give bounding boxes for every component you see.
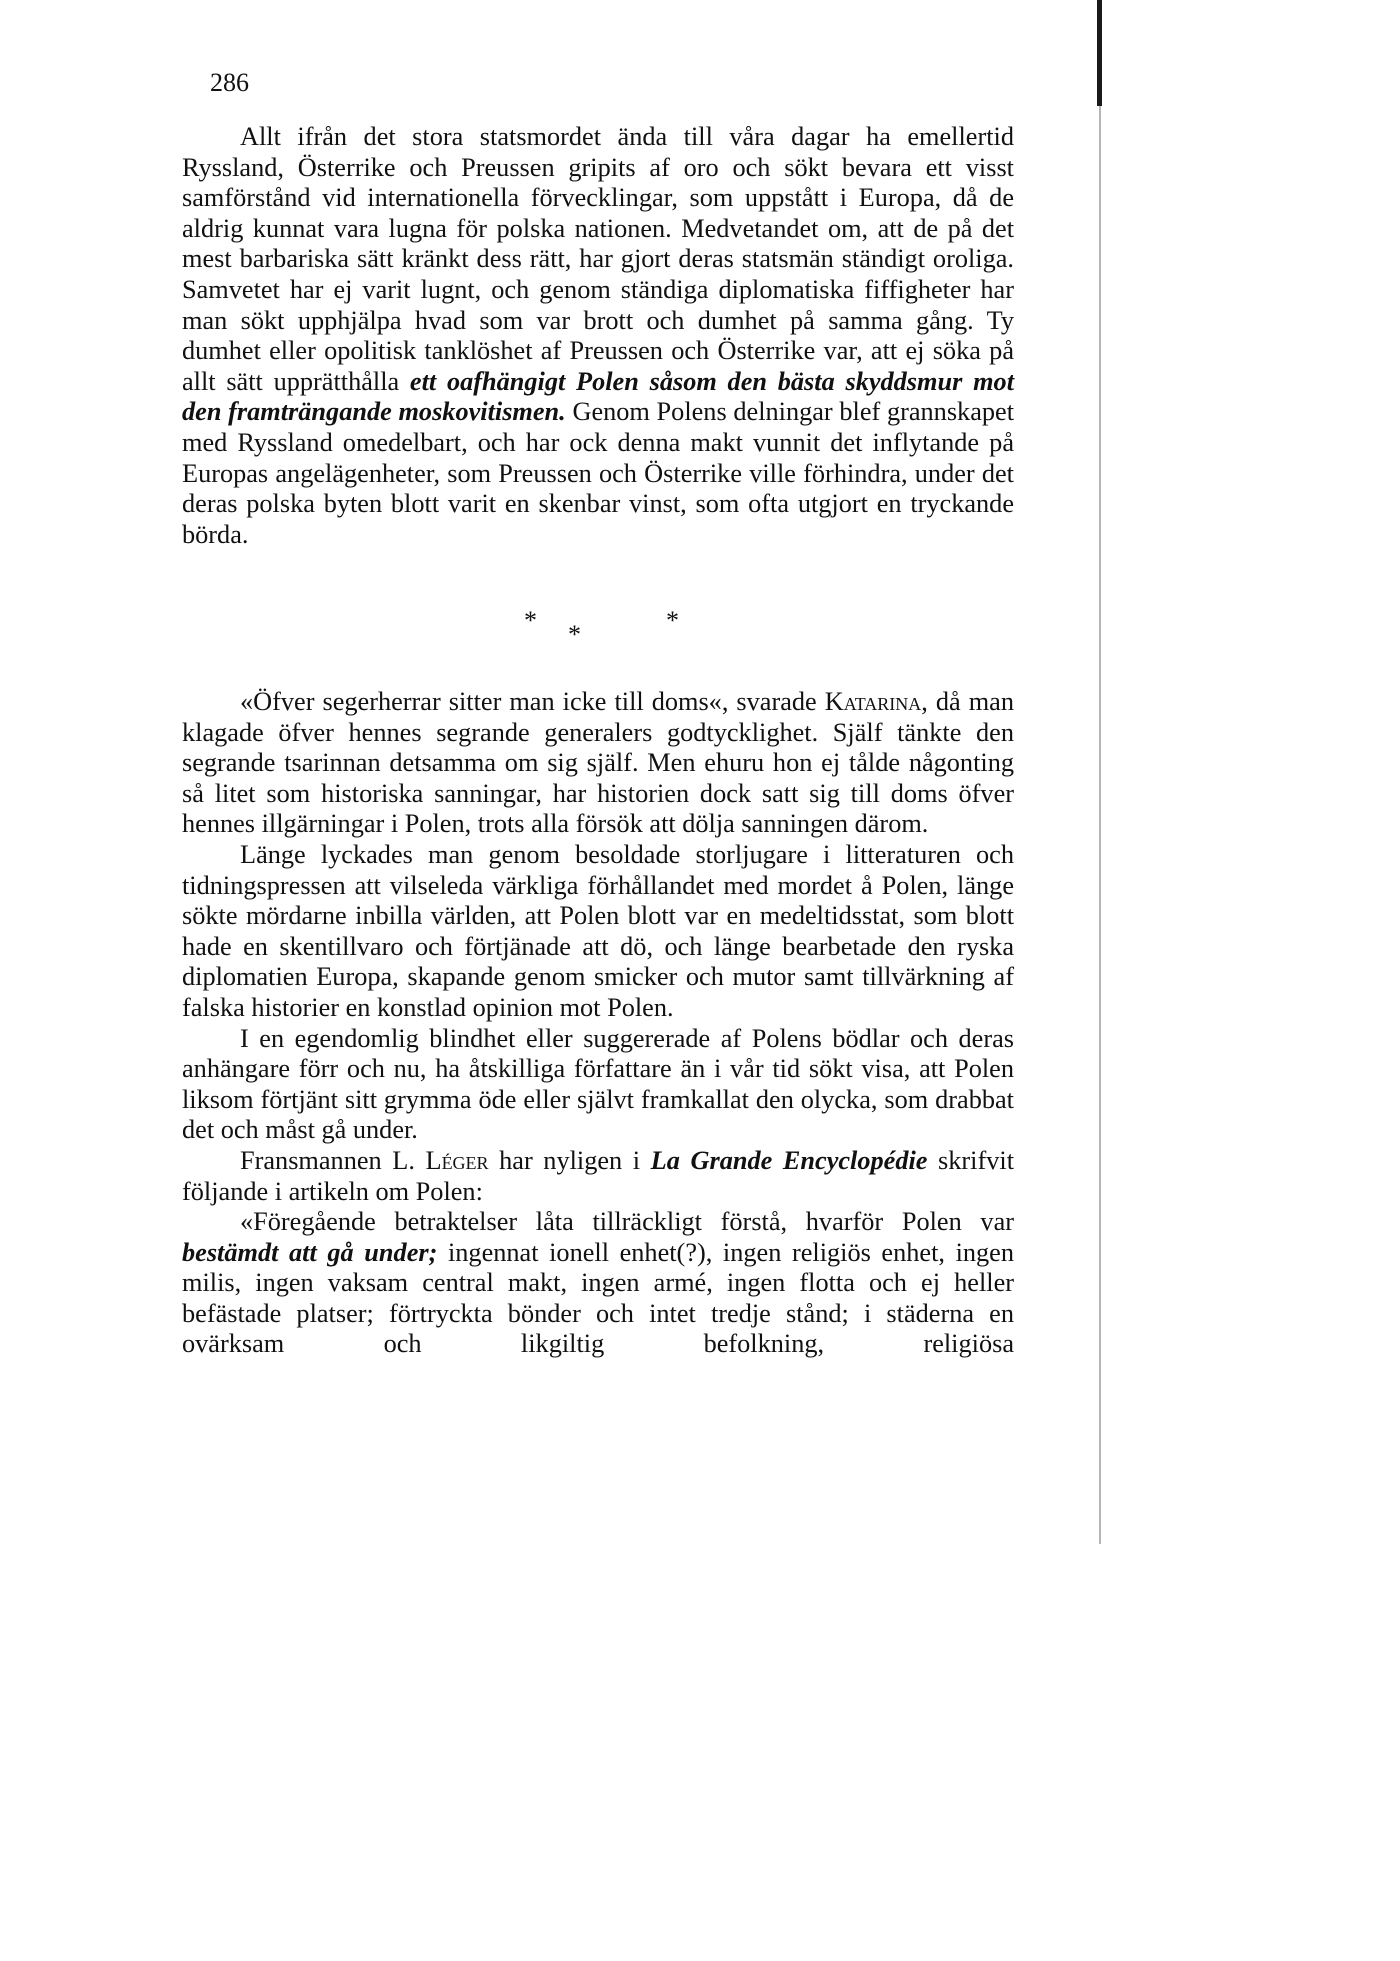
paragraph-text: «Öfver segerherrar sitter man icke till doms«, svarade — [240, 687, 825, 716]
divider-asterisk: * — [666, 606, 679, 635]
scan-edge-light — [1099, 106, 1101, 1544]
paragraph-text: «Föregående betraktelser låta tillräckligt förstå, hvarför Polen var — [240, 1207, 1014, 1237]
paragraph-text: Genom Polens delningar blef grannskapet med Ryssland omedelbart, och har ock denna makt vunnit det inflytande på Europas angelägenheter, som Preussen och Österrike ville förhindra, under det deras polska byten blott varit en skenbar vinst, som ofta utgjort en tryckande börda. — [182, 397, 1014, 549]
work-title: La Grande Encyclopédie — [650, 1145, 928, 1175]
paragraph-text: Fransmannen L. — [240, 1145, 426, 1175]
divider-asterisk: * — [524, 606, 537, 635]
paragraph — [182, 687, 1014, 840]
paragraph-text: skrifvit följande i artikeln om Polen: — [182, 1145, 1015, 1206]
paragraph-text: , då man klagade öfver hennes segrande generalers godtycklighet. Själf tänkte den segrande tsarinnan detsamma om sig själf. Men ehuru hon ej tålde någonting så litet som historiska sanningar, har historien dock satt sig till doms öfver hennes illgärningar i Polen, trots alla försök att dölja sanningen därom. — [182, 687, 1014, 839]
paragraph — [182, 1207, 1014, 1360]
page-number: 286 — [210, 68, 249, 97]
paragraph: Länge lyckades man genom besoldade storljugare i litteraturen och tidningspressen att vilseleda värkliga förhållandet med mordet å Polen, länge sökte mördarne inbilla världen, att Polen blott var en medeltidsstat, som blott hade en skentillvaro och förtjänade att dö, och länge bearbetade den ryska diplomatien Europa, skapande genom smicker och mutor samt tillvärkning af falska historier en konstlad opinion mot Polen. — [182, 839, 1014, 1022]
section-1 — [182, 122, 1014, 550]
paragraph-text: ingennat ionell enhet(?), ingen religiös enhet, ingen milis, ingen vaksam central makt, ingen armé, ingen flotta och ej heller befästade platser; förtryckta bönder och intet tredje stånd; i städerna en ovärksam och likgiltig befolkning, religiösa — [182, 1237, 1014, 1359]
paragraph-text: Allt ifrån det stora statsmordet ända till våra dagar ha emellertid Ryssland, Österrike och Preussen gripits af oro och sökt bevara ett visst samförstånd vid internationella förvecklingar, som uppstått i Europa, då de aldrig kunnat vara lugna för polska nationen. Medvetandet om, att de på det mest barbariska sätt kränkt dess rätt, har gjort deras statsmän ständigt oroliga. Samvetet har ej varit lugnt, och genom ständiga diplomatiska fiffigheter har man sökt upphjälpa hvad som var brott och dumhet på samma gång. Ty dumhet eller opolitisk tanklöshet af Preussen och Österrike var, att ej söka på allt sätt upprätthålla — [182, 122, 1014, 396]
emphasized-phrase: bestämdt att gå under; — [182, 1237, 438, 1267]
paragraph: I en egendomlig blindhet eller suggererade af Polens bödlar och deras anhängare förr och nu, ha åtskilliga författare än i vår tid sökt visa, att Polen liksom förtjänt sitt grymma öde eller självt framkallat den olycka, som drabbat det och måst gå under. — [182, 1023, 1014, 1145]
paragraph — [182, 122, 1014, 550]
person-name: Katarina — [824, 687, 922, 716]
person-name: Léger — [425, 1145, 489, 1175]
emphasized-phrase: ett oafhängigt Polen såsom den bästa skyddsmur mot den framträngande moskovitismen. — [182, 366, 1015, 427]
divider-asterisk: * — [568, 620, 581, 649]
paragraph-text: har nyligen i — [488, 1145, 651, 1175]
section-2 — [182, 687, 1014, 1360]
paragraph — [182, 1146, 1014, 1207]
scan-edge-dark — [1097, 0, 1102, 106]
